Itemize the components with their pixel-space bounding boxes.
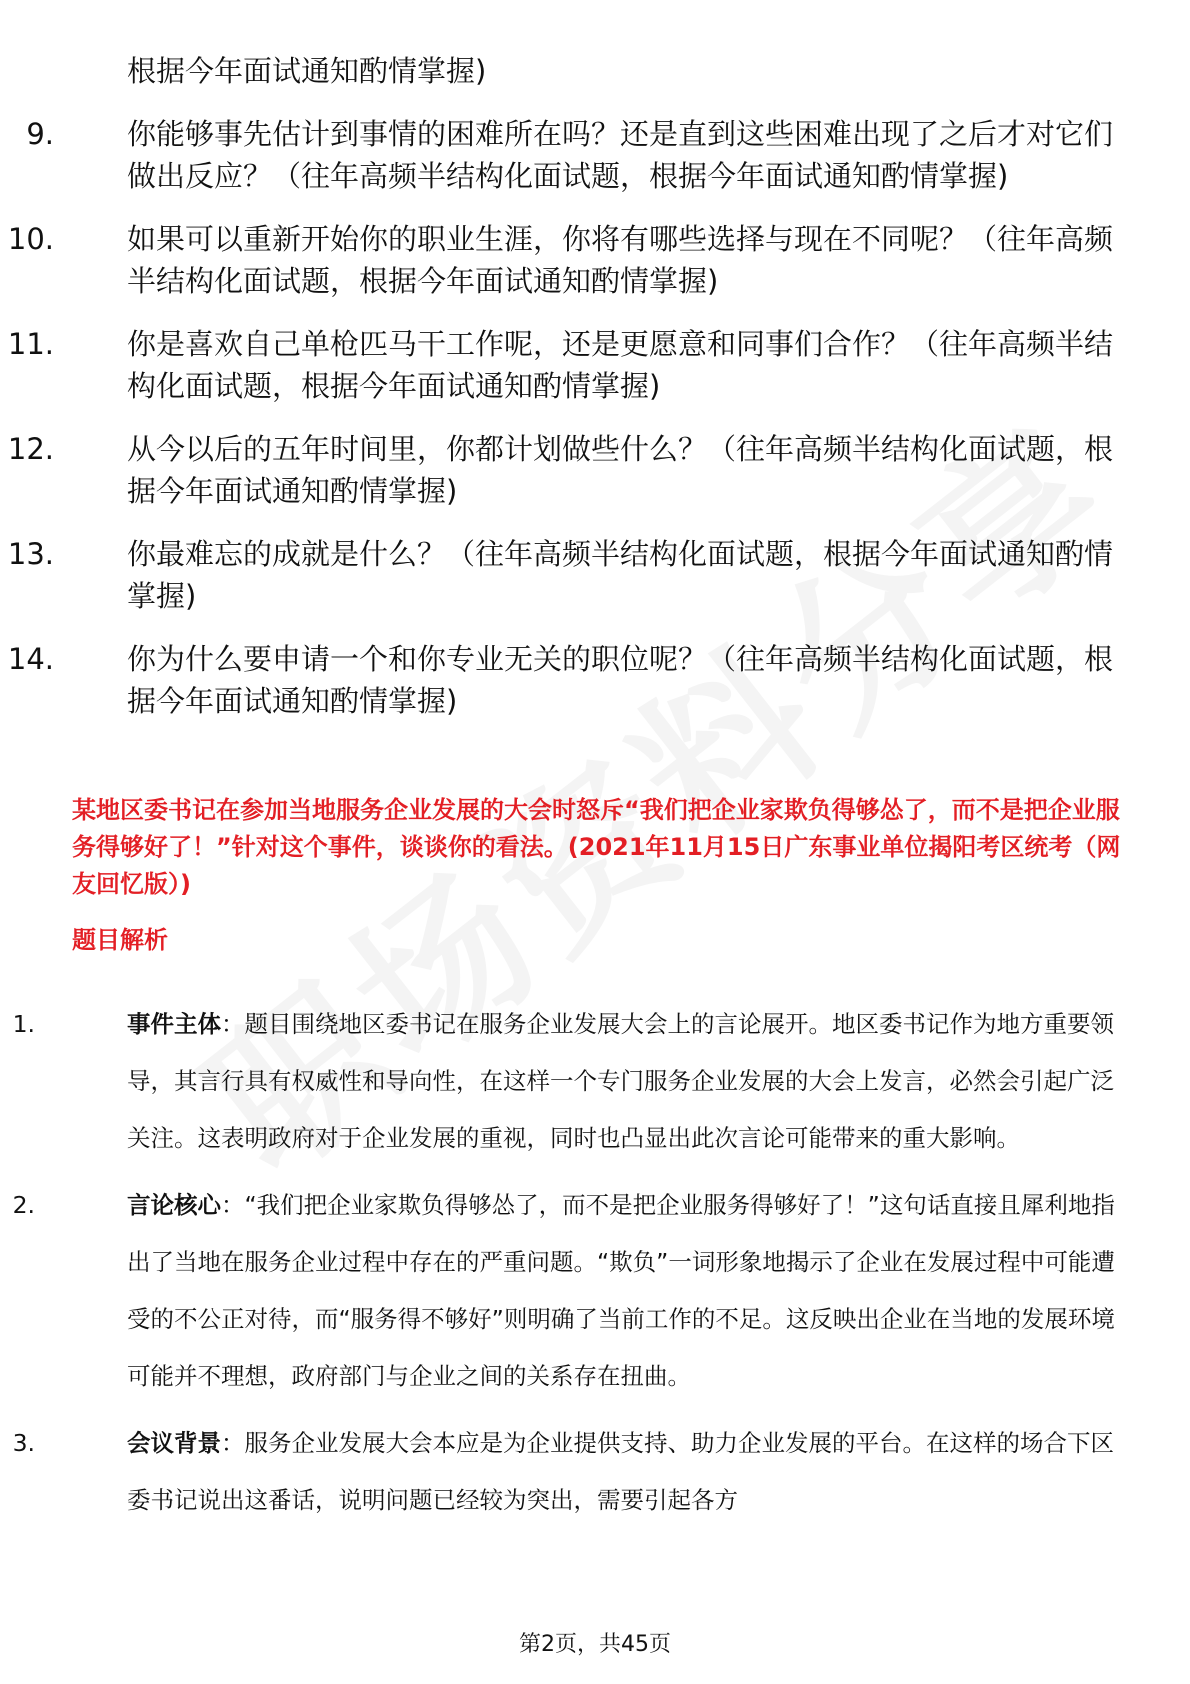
question-text: 你为什么要申请一个和你专业无关的职位呢？（往年高频半结构化面试题，根据今年面试通知酌情掌握) xyxy=(127,642,1114,718)
question-number: 10. xyxy=(7,222,54,256)
analysis-item xyxy=(0,996,1115,1167)
analysis-number: 2. xyxy=(12,1191,35,1219)
question-number: 13. xyxy=(7,537,54,571)
question-number: 9. xyxy=(26,117,54,151)
question-text: 你是喜欢自己单枪匹马干工作呢，还是更愿意和同事们合作？（往年高频半结构化面试题，根据今年面试通知酌情掌握) xyxy=(127,327,1114,403)
question-item xyxy=(0,428,1117,512)
question-continuation: 根据今年面试通知酌情掌握) xyxy=(127,54,487,88)
question-list xyxy=(0,50,1190,722)
analysis-key: 事件主体 xyxy=(127,1010,221,1038)
page-footer: 第2页，共45页 xyxy=(519,1632,671,1657)
analysis-text: “我们把企业家欺负得够怂了，而不是把企业服务得够好了！”这句话直接且犀利地指出了当地在服务企业过程中存在的严重问题。“欺负”一词形象地揭示了企业在发展过程中可能遭受的不公正对待，而“服务得不够好”则明确了当前工作的不足。这反映出企业在当地的发展环境可能并不理想，政府部门与企业之间的关系存在扭曲。 xyxy=(127,1191,1115,1390)
question-text: 如果可以重新开始你的职业生涯，你将有哪些选择与现在不同呢？（往年高频半结构化面试题，根据今年面试通知酌情掌握) xyxy=(127,222,1114,298)
analysis-item xyxy=(0,1415,1115,1529)
question-item xyxy=(0,638,1117,722)
question-text: 你最难忘的成就是什么？（往年高频半结构化面试题，根据今年面试通知酌情掌握) xyxy=(127,537,1114,613)
analysis-item xyxy=(0,1177,1115,1405)
analysis-number: 1. xyxy=(12,1010,35,1038)
analysis-separator: ： xyxy=(221,1010,245,1038)
analysis-separator: ： xyxy=(221,1429,245,1457)
analysis-text: 题目围绕地区委书记在服务企业发展大会上的言论展开。地区委书记作为地方重要领导，其言行具有权威性和导向性，在这样一个专门服务企业发展的大会上发言，必然会引起广泛关注。这表明政府对于企业发展的重视，同时也凸显出此次言论可能带来的重大影响。 xyxy=(127,1010,1114,1152)
question-text: 从今以后的五年时间里，你都计划做些什么？（往年高频半结构化面试题，根据今年面试通知酌情掌握) xyxy=(127,432,1114,508)
section-title: 题目解析 xyxy=(72,926,168,954)
question-text: 你能够事先估计到事情的困难所在吗？还是直到这些困难出现了之后才对它们做出反应？（往年高频半结构化面试题，根据今年面试通知酌情掌握) xyxy=(127,117,1114,193)
question-number: 12. xyxy=(7,432,54,466)
analysis-number: 3. xyxy=(12,1429,35,1457)
exam-question-heading: 某地区委书记在参加当地服务企业发展的大会时怒斥“我们把企业家欺负得够怂了，而不是把企业服务得够好了！”针对这个事件，谈谈你的看法。(2021年11月15日广东事业单位揭阳考区统考（网友回忆版）) xyxy=(72,796,1121,898)
analysis-separator: ： xyxy=(221,1191,245,1219)
analysis-list xyxy=(0,996,1190,1539)
question-item xyxy=(0,113,1117,197)
analysis-key: 会议背景 xyxy=(127,1429,221,1457)
question-item xyxy=(0,323,1117,407)
analysis-key: 言论核心 xyxy=(127,1191,221,1219)
question-number: 11. xyxy=(7,327,54,361)
analysis-text: 服务企业发展大会本应是为企业提供支持、助力企业发展的平台。在这样的场合下区委书记说出这番话，说明问题已经较为突出，需要引起各方 xyxy=(127,1429,1114,1514)
question-item xyxy=(0,533,1117,617)
question-number: 14. xyxy=(7,642,54,676)
question-item xyxy=(0,218,1117,302)
